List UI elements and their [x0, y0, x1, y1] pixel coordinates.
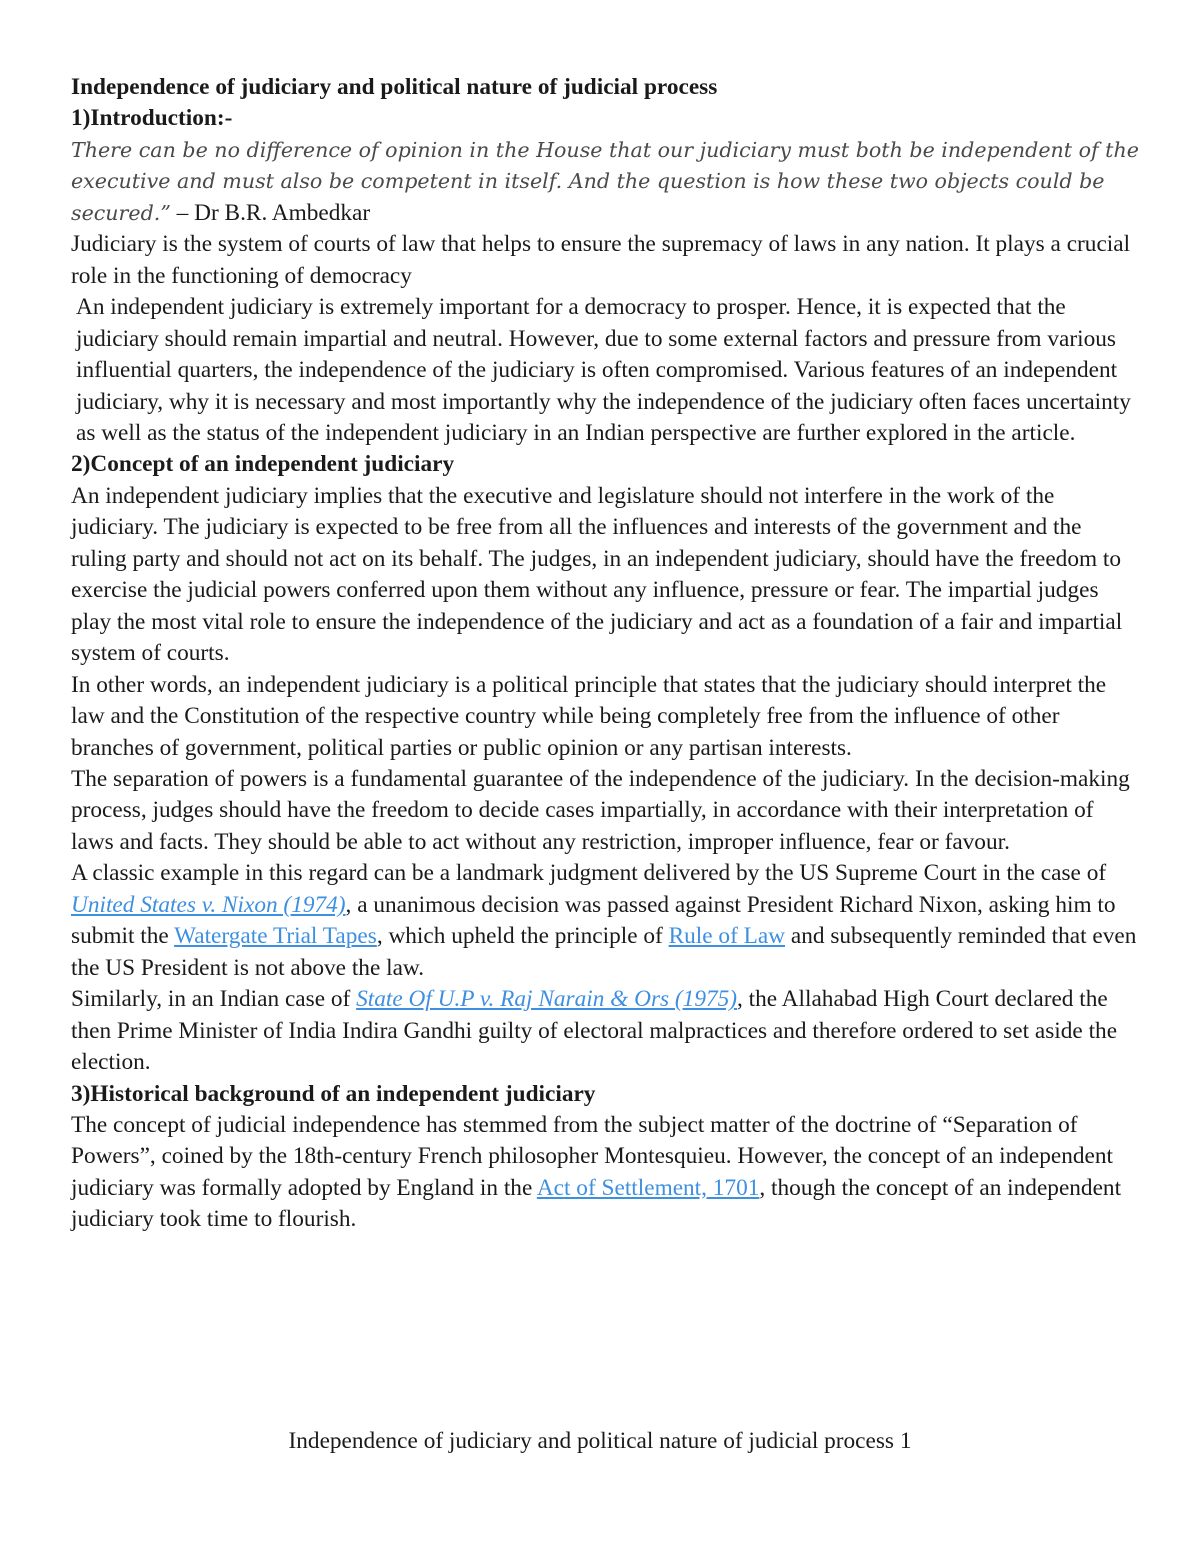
- link-us-v-nixon[interactable]: United States v. Nixon (1974): [71, 891, 346, 918]
- page-number: 1: [899, 1428, 912, 1454]
- page-footer: [0, 1428, 1200, 1455]
- section-heading-history: 3)Historical background of an independent judiciary: [71, 1080, 596, 1107]
- footer-text: Independence of judiciary and political nature of judicial process: [288, 1428, 894, 1454]
- paragraph: The separation of powers is a fundamental guarantee of the independence of the judiciary. In the decision-making process, judges should have the freedom to decide cases impartially, in accordance with their interpretation of laws and facts. They should be able to act without any restriction, improper influence, fear or favour.: [71, 765, 1130, 855]
- quote-text: There can be no difference of opinion in the House that our judiciary must both be independent of the executive and must also be competent in itself. And the question is how these two objects could be secured.”: [71, 137, 1139, 225]
- text-span: and subsequently reminded that even the US President is not above the law.: [71, 923, 1137, 981]
- document-title: Independence of judiciary and political nature of judicial process: [71, 74, 718, 100]
- paragraph: [71, 984, 1141, 1078]
- text-span: , which upheld the principle of: [376, 923, 669, 950]
- link-act-of-settlement[interactable]: Act of Settlement, 1701: [536, 1174, 760, 1201]
- paragraph: [71, 858, 1141, 984]
- text-span: , a unanimous decision was passed against President Richard Nixon, asking him to submit the: [71, 891, 1116, 950]
- link-watergate-trial-tapes[interactable]: Watergate Trial Tapes: [174, 923, 377, 950]
- paragraph: An independent judiciary is extremely important for a democracy to prosper. Hence, it is expected that the judiciary should remain impartial and neutral. However, due to some external factors and pressure from various influential quarters, the independence of the judiciary is often compromised. Various features of an independent judiciary, why it is necessary and most importantly why the independence of the judiciary often faces uncertainty as well as the status of the independent judiciary in an Indian perspective are further explored in the article.: [76, 294, 1131, 446]
- ambedkar-quote: [71, 135, 1141, 229]
- document-page: [71, 72, 1141, 1236]
- section-heading-concept: 2)Concept of an independent judiciary: [71, 451, 455, 478]
- quote-attribution: – Dr B.R. Ambedkar: [170, 199, 371, 226]
- text-span: , the Allahabad High Court declared the then Prime Minister of India Indira Gandhi guilty of electoral malpractices and therefore ordered to set aside the election.: [71, 986, 1118, 1076]
- paragraph: In other words, an independent judiciary is a political principle that states that the judiciary should interpret the law and the Constitution of the respective country while being completely free from the influence of other branches of government, political parties or public opinion or any partisan interests.: [71, 671, 1107, 761]
- paragraph: [71, 1110, 1141, 1236]
- paragraph: Judiciary is the system of courts of law that helps to ensure the supremacy of laws in any nation. It plays a crucial role in the functioning of democracy: [71, 231, 1131, 289]
- paragraph: An independent judiciary implies that the executive and legislature should not interfere in the work of the judiciary. The judiciary is expected to be free from all the influences and interests of the government and the ruling party and should not act on its behalf. The judges, in an independent judiciary, should have the freedom to exercise the judicial powers conferred upon them without any influence, pressure or fear. The impartial judges play the most vital role to ensure the independence of the judiciary and act as a foundation of a fair and impartial system of courts.: [71, 482, 1123, 667]
- section-heading-introduction: 1)Introduction:-: [71, 105, 233, 132]
- link-state-of-up-v-raj-narain[interactable]: State Of U.P v. Raj Narain & Ors (1975): [356, 986, 738, 1013]
- text-span: Similarly, in an Indian case of: [71, 986, 357, 1013]
- text-span: , though the concept of an independent judiciary took time to flourish.: [71, 1174, 1122, 1233]
- link-rule-of-law[interactable]: Rule of Law: [668, 923, 786, 950]
- text-span: A classic example in this regard can be a landmark judgment delivered by the US Supreme Court in the case of: [71, 860, 1107, 887]
- text-span: The concept of judicial independence has stemmed from the subject matter of the doctrine of “Separation of Powers”, coined by the 18th-century French philosopher Montesquieu. However, the concept of an independent judiciary was formally adopted by England in the: [71, 1111, 1113, 1201]
